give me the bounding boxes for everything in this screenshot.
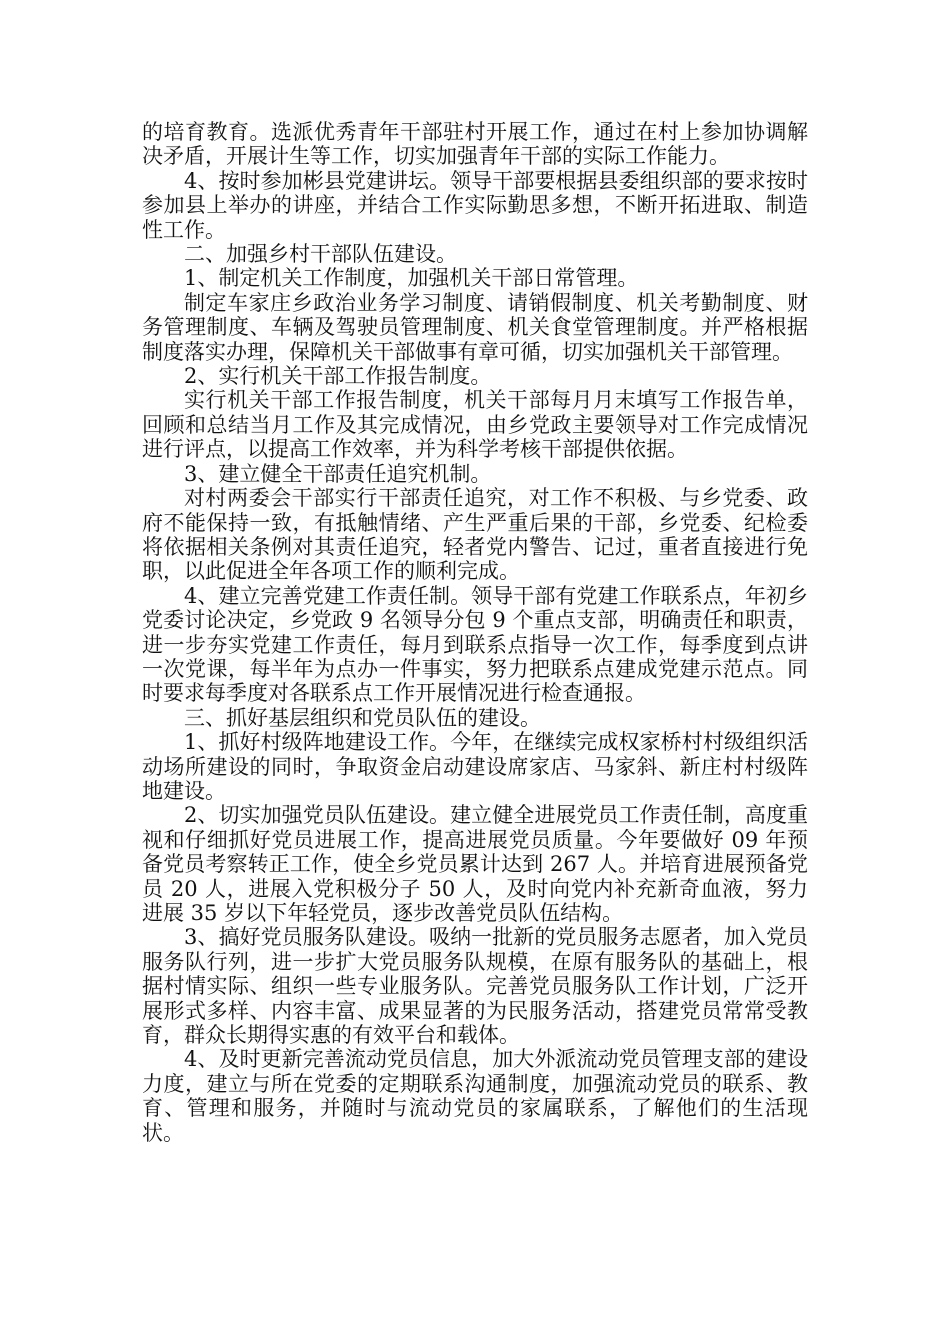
paragraph: 4、及时更新完善流动党员信息，加大外派流动党员管理支部的建设力度，建立与所在党委的定期联系沟通制度，加强流动党员的联系、教育、管理和服务，并随时与流动党员的家属联系，了解他们的生活现状。 [142,1047,808,1145]
subsection-heading: 2、实行机关干部工作报告制度。 [184,364,492,389]
paragraph: 1、抓好村级阵地建设工作。今年，在继续完成权家桥村村级组织活动场所建设的同时，争取资金启动建设席家店、马家斜、新庄村村级阵地建设。 [142,730,808,803]
paragraph: 3、搞好党员服务队建设。吸纳一批新的党员服务志愿者，加入党员服务队行列，进一步扩大党员服务队规模，在原有服务队的基础上，根据村情实际、组织一些专业服务队。完善党员服务队工作计划，广泛开展形式多样、内容丰富、成果显著的为民服务活动，搭建党员常常受教育，群众长期得实惠的有效平台和载体。 [142,925,808,1048]
paragraph: 制定车家庄乡政治业务学习制度、请销假制度、机关考勤制度、财务管理制度、车辆及驾驶员管理制度、机关食堂管理制度。并严格根据制度落实办理，保障机关干部做事有章可循，切实加强机关干部管理。 [142,290,808,364]
paragraph: 4、建立完善党建工作责任制。领导干部有党建工作联系点，年初乡党委讨论决定，乡党政 9 名领导分包 9 个重点支部，明确责任和职责，进一步夯实党建工作责任，每月到联系点指导一次工作，每季度到点讲一次党课，每半年为点办一件事实，努力把联系点建成党建示范点。同时要求每季度对各联系点工作开展情况进行检查通报。 [142,583,808,706]
subsection-heading: 3、建立健全干部责任追究机制。 [184,461,492,486]
paragraph: 2、切实加强党员队伍建设。建立健全进展党员工作责任制，高度重视和仔细抓好党员进展工作，提高进展党员质量。今年要做好 09 年预备党员考察转正工作，使全乡党员累计达到 267 人。并培育进展预备党员 20 人，进展入党积极分子 50 人，及时向党内补充新奇血液，努力进展 35 岁以下年轻党员，逐步改善党员队伍结构。 [142,803,808,925]
paragraph: 对村两委会干部实行干部责任追究，对工作不积极、与乡党委、政府不能保持一致，有抵触情绪、产生严重后果的干部，乡党委、纪检委将依据相关条例对其责任追究，轻者党内警告、记过，重者直接进行免职，以此促进全年各项工作的顺利完成。 [142,486,808,584]
section-heading: 三、抓好基层组织和党员队伍的建设。 [184,705,541,730]
subsection-heading: 1、制定机关工作制度，加强机关干部日常管理。 [184,266,639,291]
paragraph: 的培育教育。选派优秀青年干部驻村开展工作，通过在村上参加协调解决矛盾，开展计生等工作，切实加强青年干部的实际工作能力。 [142,120,808,169]
paragraph: 4、按时参加彬县党建讲坛。领导干部要根据县委组织部的要求按时参加县上举办的讲座，并结合工作实际勤思多想，不断开拓进取、制造性工作。 [142,168,808,242]
section-heading: 二、加强乡村干部队伍建设。 [184,242,457,267]
paragraph: 实行机关干部工作报告制度，机关干部每月月末填写工作报告单，回顾和总结当月工作及其完成情况，由乡党政主要领导对工作完成情况进行评点，以提高工作效率，并为科学考核干部提供依据。 [142,388,808,462]
document-body [142,120,808,1145]
